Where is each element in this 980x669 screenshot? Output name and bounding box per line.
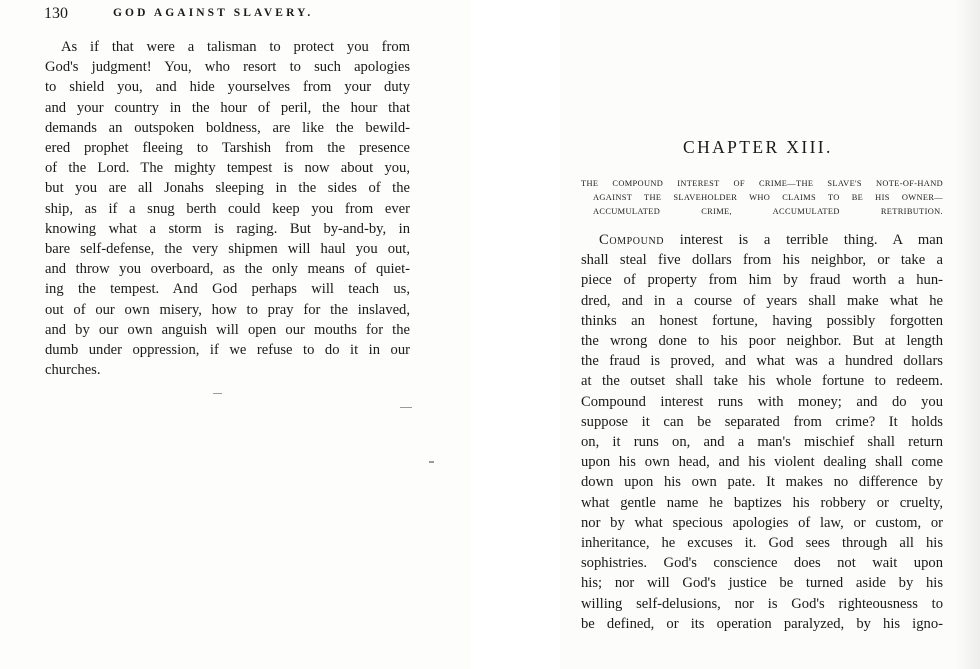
text-line: suppose it can be separated from crime? It holds	[581, 413, 943, 430]
text-line: piece of property from him by fraud worth a hun-	[581, 272, 943, 289]
text-line: willing self-delusions, nor is God's righteousness to	[581, 595, 943, 612]
text-line: and your country in the hour of peril, the hour that	[45, 99, 410, 116]
text-line: ship, as if a snug berth could keep you from ever	[45, 200, 410, 217]
synopsis-line: THE COMPOUND INTEREST OF CRIME—THE SLAVE'S NOTE-OF-HAND	[581, 179, 943, 188]
chapter-synopsis	[581, 177, 943, 218]
right-page-text	[581, 230, 943, 634]
text-line: be defined, or its operation paralyzed, by his igno-	[581, 615, 943, 632]
text-line: to shield you, and hide yourselves from your duty	[45, 79, 410, 96]
first-word: Compound	[599, 232, 665, 248]
text-line: the fraud is proved, and what was a hundred dollars	[581, 353, 943, 370]
text-line	[581, 230, 943, 250]
text-line: out of our own misery, how to pray for the inslaved,	[45, 301, 410, 318]
synopsis-line: AGAINST THE SLAVEHOLDER WHO CLAIMS TO BE HIS OWNER—	[593, 192, 943, 202]
text-line: the wrong done to his poor neighbor. But at length	[581, 333, 943, 350]
text-line: down upon his own pate. It makes no difference by	[581, 474, 943, 491]
text-line: and throw you overboard, as the only means of quiet-	[45, 261, 410, 278]
text-line: nor by what specious apologies of law, or custom, or	[581, 514, 943, 531]
left-page-text	[45, 37, 410, 380]
text-line: Compound interest runs with money; and do you	[581, 393, 943, 410]
text-line: his; nor will God's justice be turned aside by his	[581, 575, 943, 592]
text-line: thinks an honest fortune, having possibly forgotten	[581, 312, 943, 329]
text-line: God's judgment! You, who resort to such apologies	[45, 59, 410, 76]
text-line: of the Lord. The mighty tempest is now about you,	[45, 160, 410, 177]
text-line: ing the tempest. And God perhaps will teach us,	[45, 281, 410, 298]
page-edge-shadow	[955, 0, 980, 669]
first-line-rest: interest is a terrible thing. A man	[664, 232, 943, 248]
chapter-title-text: CHAPTER XIII.	[683, 137, 833, 157]
scan-speck	[400, 407, 412, 408]
synopsis-line: ACCUMULATED CRIME, ACCUMULATED RETRIBUTION.	[593, 206, 943, 216]
text-line: shall steal five dollars from his neighbor, or take a	[581, 252, 943, 269]
text-line: dred, and in a course of years shall make what he	[581, 292, 943, 309]
text-line: demands an outspoken boldness, are like the bewild-	[45, 119, 410, 136]
text-line: and by our own anguish will open our mouths for the	[45, 321, 410, 338]
text-line: knowing what a storm is raging. But by-and-by, in	[45, 220, 410, 237]
text-line: on, it runs on, and a man's mischief shall return	[581, 434, 943, 451]
text-line: inheritance, he excuses it. God sees through all his	[581, 535, 943, 552]
scan-speck	[213, 393, 222, 394]
text-line: upon his own head, and his violent dealing shall come	[581, 454, 943, 471]
page-number: 130	[44, 5, 68, 22]
scan-speck	[429, 461, 434, 463]
text-line: but you are all Jonahs sleeping in the sides of the	[45, 180, 410, 197]
text-line: sophistries. God's conscience does not wait upon	[581, 555, 943, 572]
text-line: dumb under oppression, if we refuse to do it in our	[45, 342, 410, 359]
text-line: at the outset shall take his whole fortune to redeem.	[581, 373, 943, 390]
text-line: churches.	[45, 362, 101, 379]
text-line: As if that were a talisman to protect you from	[61, 39, 410, 55]
running-head: GOD AGAINST SLAVERY.	[113, 7, 314, 19]
text-line: what gentle name he baptizes his robbery or cruelty,	[581, 494, 943, 511]
text-line: bare self-defense, the very shipmen will haul you out,	[45, 241, 410, 258]
text-line: ered prophet fleeing to Tarshish from the presence	[45, 140, 410, 157]
